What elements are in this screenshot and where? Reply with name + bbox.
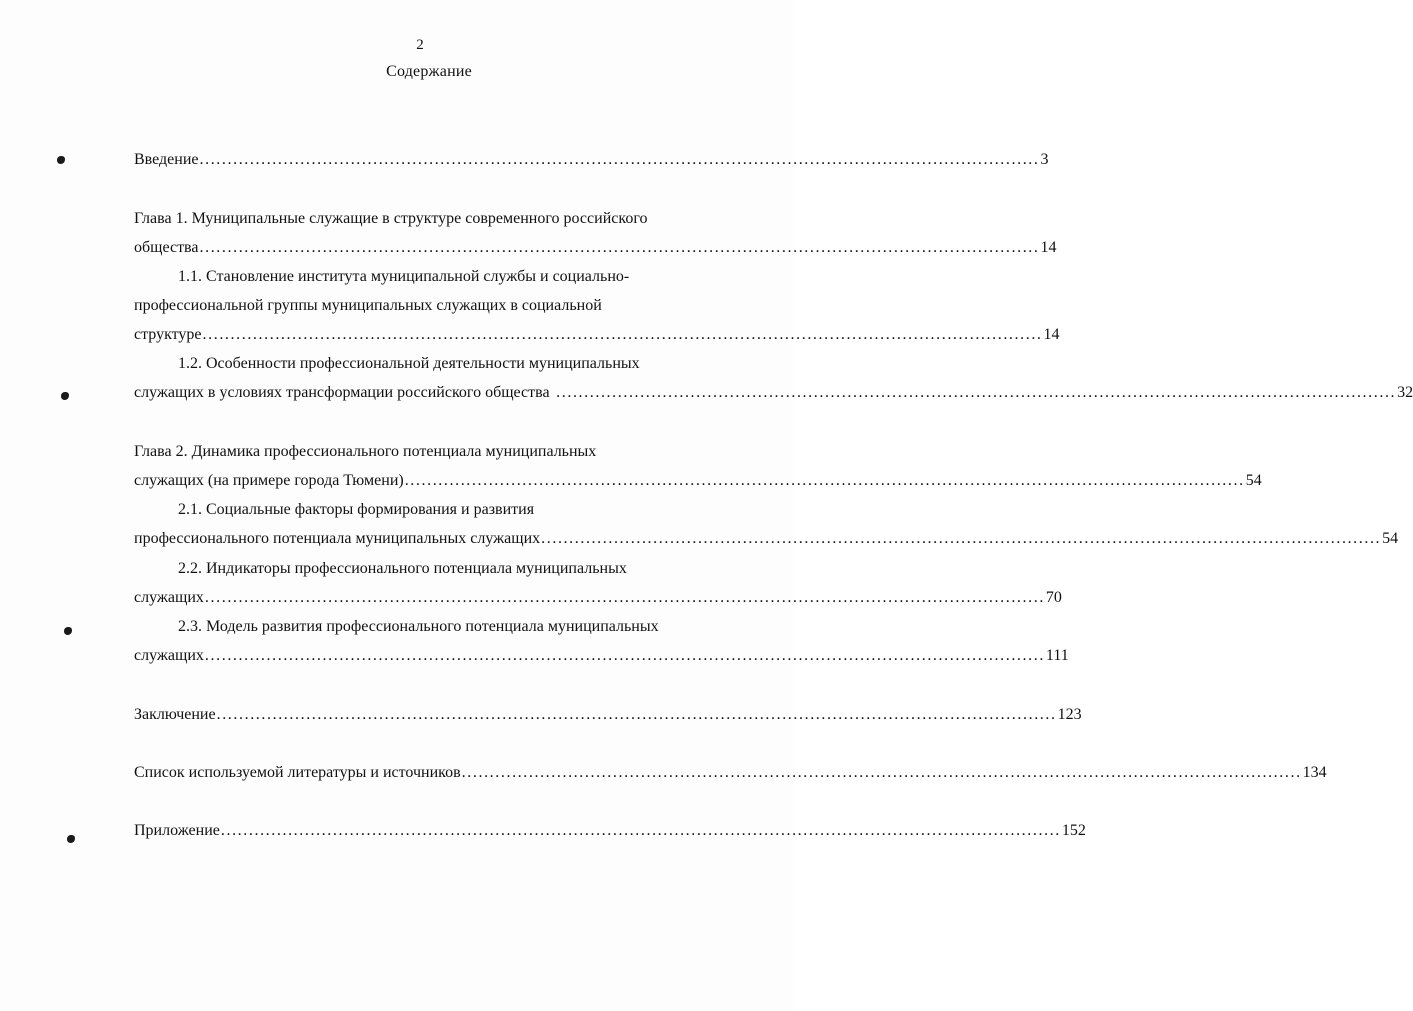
toc-entry-conclusion bbox=[134, 703, 1082, 727]
toc-entry-page: 152 bbox=[1061, 822, 1086, 839]
scan-mark bbox=[67, 835, 75, 843]
leader-dots: ...................................................................................................................................................... bbox=[199, 239, 1040, 256]
scan-mark bbox=[64, 627, 72, 635]
toc-entry-text: структуре bbox=[134, 326, 202, 343]
toc-section-2-1 bbox=[134, 527, 1399, 551]
page-number: 2 bbox=[416, 37, 424, 53]
leader-dots: ...................................................................................................................................................... bbox=[461, 764, 1302, 781]
leader-dots: ...................................................................................................................................................... bbox=[216, 706, 1057, 723]
toc-entry-text: служащих bbox=[134, 647, 204, 664]
toc-entry-page: 134 bbox=[1302, 764, 1327, 781]
leader-dots: ...................................................................................................................................................... bbox=[204, 647, 1045, 664]
toc-chapter-1-line-1: Глава 1. Муниципальные служащие в структуре современного российского bbox=[134, 210, 648, 227]
page-title: Содержание bbox=[386, 63, 472, 80]
toc-entry-intro bbox=[134, 148, 1049, 172]
leader-dots: ...................................................................................................................................................... bbox=[550, 384, 1397, 401]
toc-entry-text: служащих в условиях трансформации российского общества bbox=[134, 384, 550, 401]
toc-section-2-3 bbox=[134, 644, 1069, 668]
toc-section-1-1 bbox=[134, 323, 1060, 347]
leader-dots: ...................................................................................................................................................... bbox=[204, 589, 1045, 606]
toc-section-2-3-line-1: 2.3. Модель развития профессионального потенциала муниципальных bbox=[178, 618, 659, 635]
toc-section-2-2 bbox=[134, 586, 1062, 610]
leader-dots: ...................................................................................................................................................... bbox=[202, 326, 1043, 343]
toc-entry-page: 3 bbox=[1040, 151, 1049, 168]
toc-entry-appendix bbox=[134, 819, 1086, 843]
toc-chapter-1 bbox=[134, 236, 1057, 260]
toc-entry-page: 14 bbox=[1040, 239, 1057, 256]
leader-dots: ...................................................................................................................................................... bbox=[541, 530, 1382, 547]
scan-mark bbox=[57, 156, 65, 164]
toc-section-1-1-line-2: профессиональной группы муниципальных служащих в социальной bbox=[134, 297, 602, 314]
toc-entry-text: общества bbox=[134, 239, 199, 256]
toc-chapter-2-line-1: Глава 2. Динамика профессионального потенциала муниципальных bbox=[134, 443, 597, 460]
toc-section-2-1-line-1: 2.1. Социальные факторы формирования и развития bbox=[178, 501, 535, 518]
toc-entry-text: Список используемой литературы и источников bbox=[134, 764, 461, 781]
toc-section-1-1-line-1: 1.1. Становление института муниципальной службы и социально- bbox=[178, 268, 630, 285]
toc-chapter-2 bbox=[134, 469, 1262, 493]
toc-entry-text: служащих bbox=[134, 589, 204, 606]
toc-entry-page: 123 bbox=[1057, 706, 1082, 723]
toc-entry-text: профессионального потенциала муниципальных служащих bbox=[134, 530, 541, 547]
toc-section-2-2-line-1: 2.2. Индикаторы профессионального потенциала муниципальных bbox=[178, 560, 627, 577]
leader-dots: ...................................................................................................................................................... bbox=[220, 822, 1061, 839]
toc-entry-text: Заключение bbox=[134, 706, 216, 723]
leader-dots: ...................................................................................................................................................... bbox=[199, 151, 1040, 168]
toc-section-1-2-line-1: 1.2. Особенности профессиональной деятельности муниципальных bbox=[178, 355, 640, 372]
toc-entry-references bbox=[134, 761, 1327, 785]
toc-entry-page: 70 bbox=[1045, 589, 1062, 606]
scan-mark bbox=[61, 392, 69, 400]
toc-section-1-2 bbox=[134, 381, 1413, 405]
toc-entry-text: Приложение bbox=[134, 822, 220, 839]
toc-entry-page: 14 bbox=[1043, 326, 1060, 343]
toc-entry-page: 54 bbox=[1245, 472, 1262, 489]
toc-entry-page: 111 bbox=[1045, 647, 1069, 664]
toc-entry-text: служащих (на примере города Тюмени) bbox=[134, 472, 404, 489]
toc-entry-page: 54 bbox=[1382, 530, 1399, 547]
leader-dots: ...................................................................................................................................................... bbox=[404, 472, 1245, 489]
toc-entry-text: Введение bbox=[134, 151, 199, 168]
toc-entry-page: 32 bbox=[1397, 384, 1413, 401]
